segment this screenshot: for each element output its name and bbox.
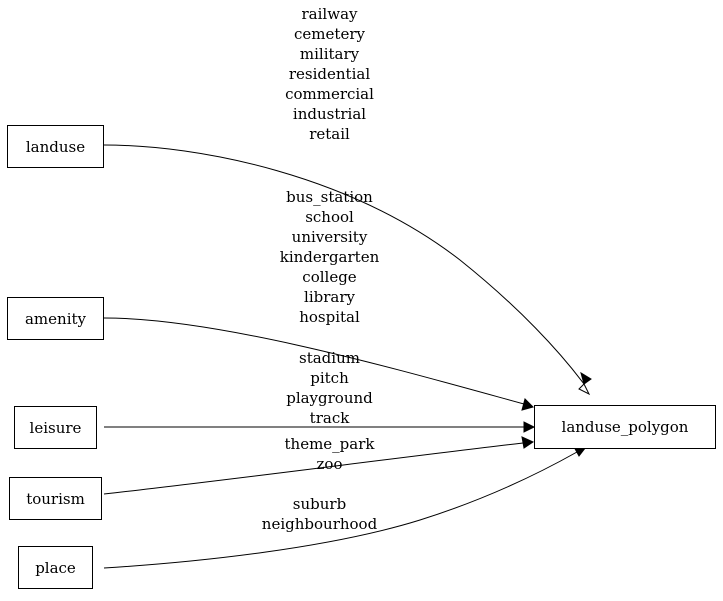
edge-label-group-place (212, 494, 427, 534)
edge-label-leisure-3: track (309, 409, 350, 427)
node-landuse[interactable] (7, 125, 104, 168)
edge-label-leisure-1: pitch (310, 369, 349, 387)
edge-label-amenity-3: kindergarten (279, 248, 380, 266)
node-amenity[interactable] (7, 297, 104, 340)
edge-label-amenity-0: bus_station (286, 188, 373, 206)
edge-label-landuse-5: industrial (292, 105, 367, 123)
edge-label-group-amenity (222, 187, 437, 327)
edge-label-leisure-2: playground (286, 389, 373, 407)
edge-label-place-1: neighbourhood (261, 515, 378, 533)
node-landuse-label: landuse (25, 137, 86, 156)
edge-label-group-landuse (222, 4, 437, 144)
edge-label-place-0: suburb (292, 495, 347, 513)
edge-label-landuse-0: railway (301, 5, 358, 23)
edge-label-tourism-1: zoo (316, 455, 343, 473)
edge-label-amenity-4: college (302, 268, 357, 286)
edge-label-landuse-4: commercial (285, 85, 374, 103)
node-leisure[interactable] (14, 406, 97, 449)
edge-label-group-leisure (222, 348, 437, 428)
node-place[interactable] (18, 546, 93, 589)
edge-label-landuse-6: retail (309, 125, 350, 143)
node-landuse-polygon-label: landuse_polygon (561, 418, 689, 436)
edge-label-landuse-3: residential (288, 65, 371, 83)
edge-label-group-tourism (222, 434, 437, 474)
node-leisure-label: leisure (29, 418, 82, 437)
node-place-label: place (35, 558, 76, 577)
node-tourism-label: tourism (26, 489, 85, 508)
edge-label-amenity-6: hospital (299, 308, 360, 326)
edge-label-amenity-1: school (305, 208, 354, 226)
node-amenity-label: amenity (24, 309, 86, 328)
edge-label-landuse-1: cemetery (294, 25, 365, 43)
edge-label-leisure-0: stadium (299, 349, 360, 367)
edge-label-landuse-2: military (299, 45, 360, 63)
node-landuse-polygon[interactable] (534, 405, 716, 449)
edge-label-tourism-0: theme_park (284, 435, 375, 453)
edge-label-amenity-5: library (304, 288, 355, 306)
edge-label-amenity-2: university (291, 228, 368, 246)
node-tourism[interactable] (9, 477, 102, 520)
